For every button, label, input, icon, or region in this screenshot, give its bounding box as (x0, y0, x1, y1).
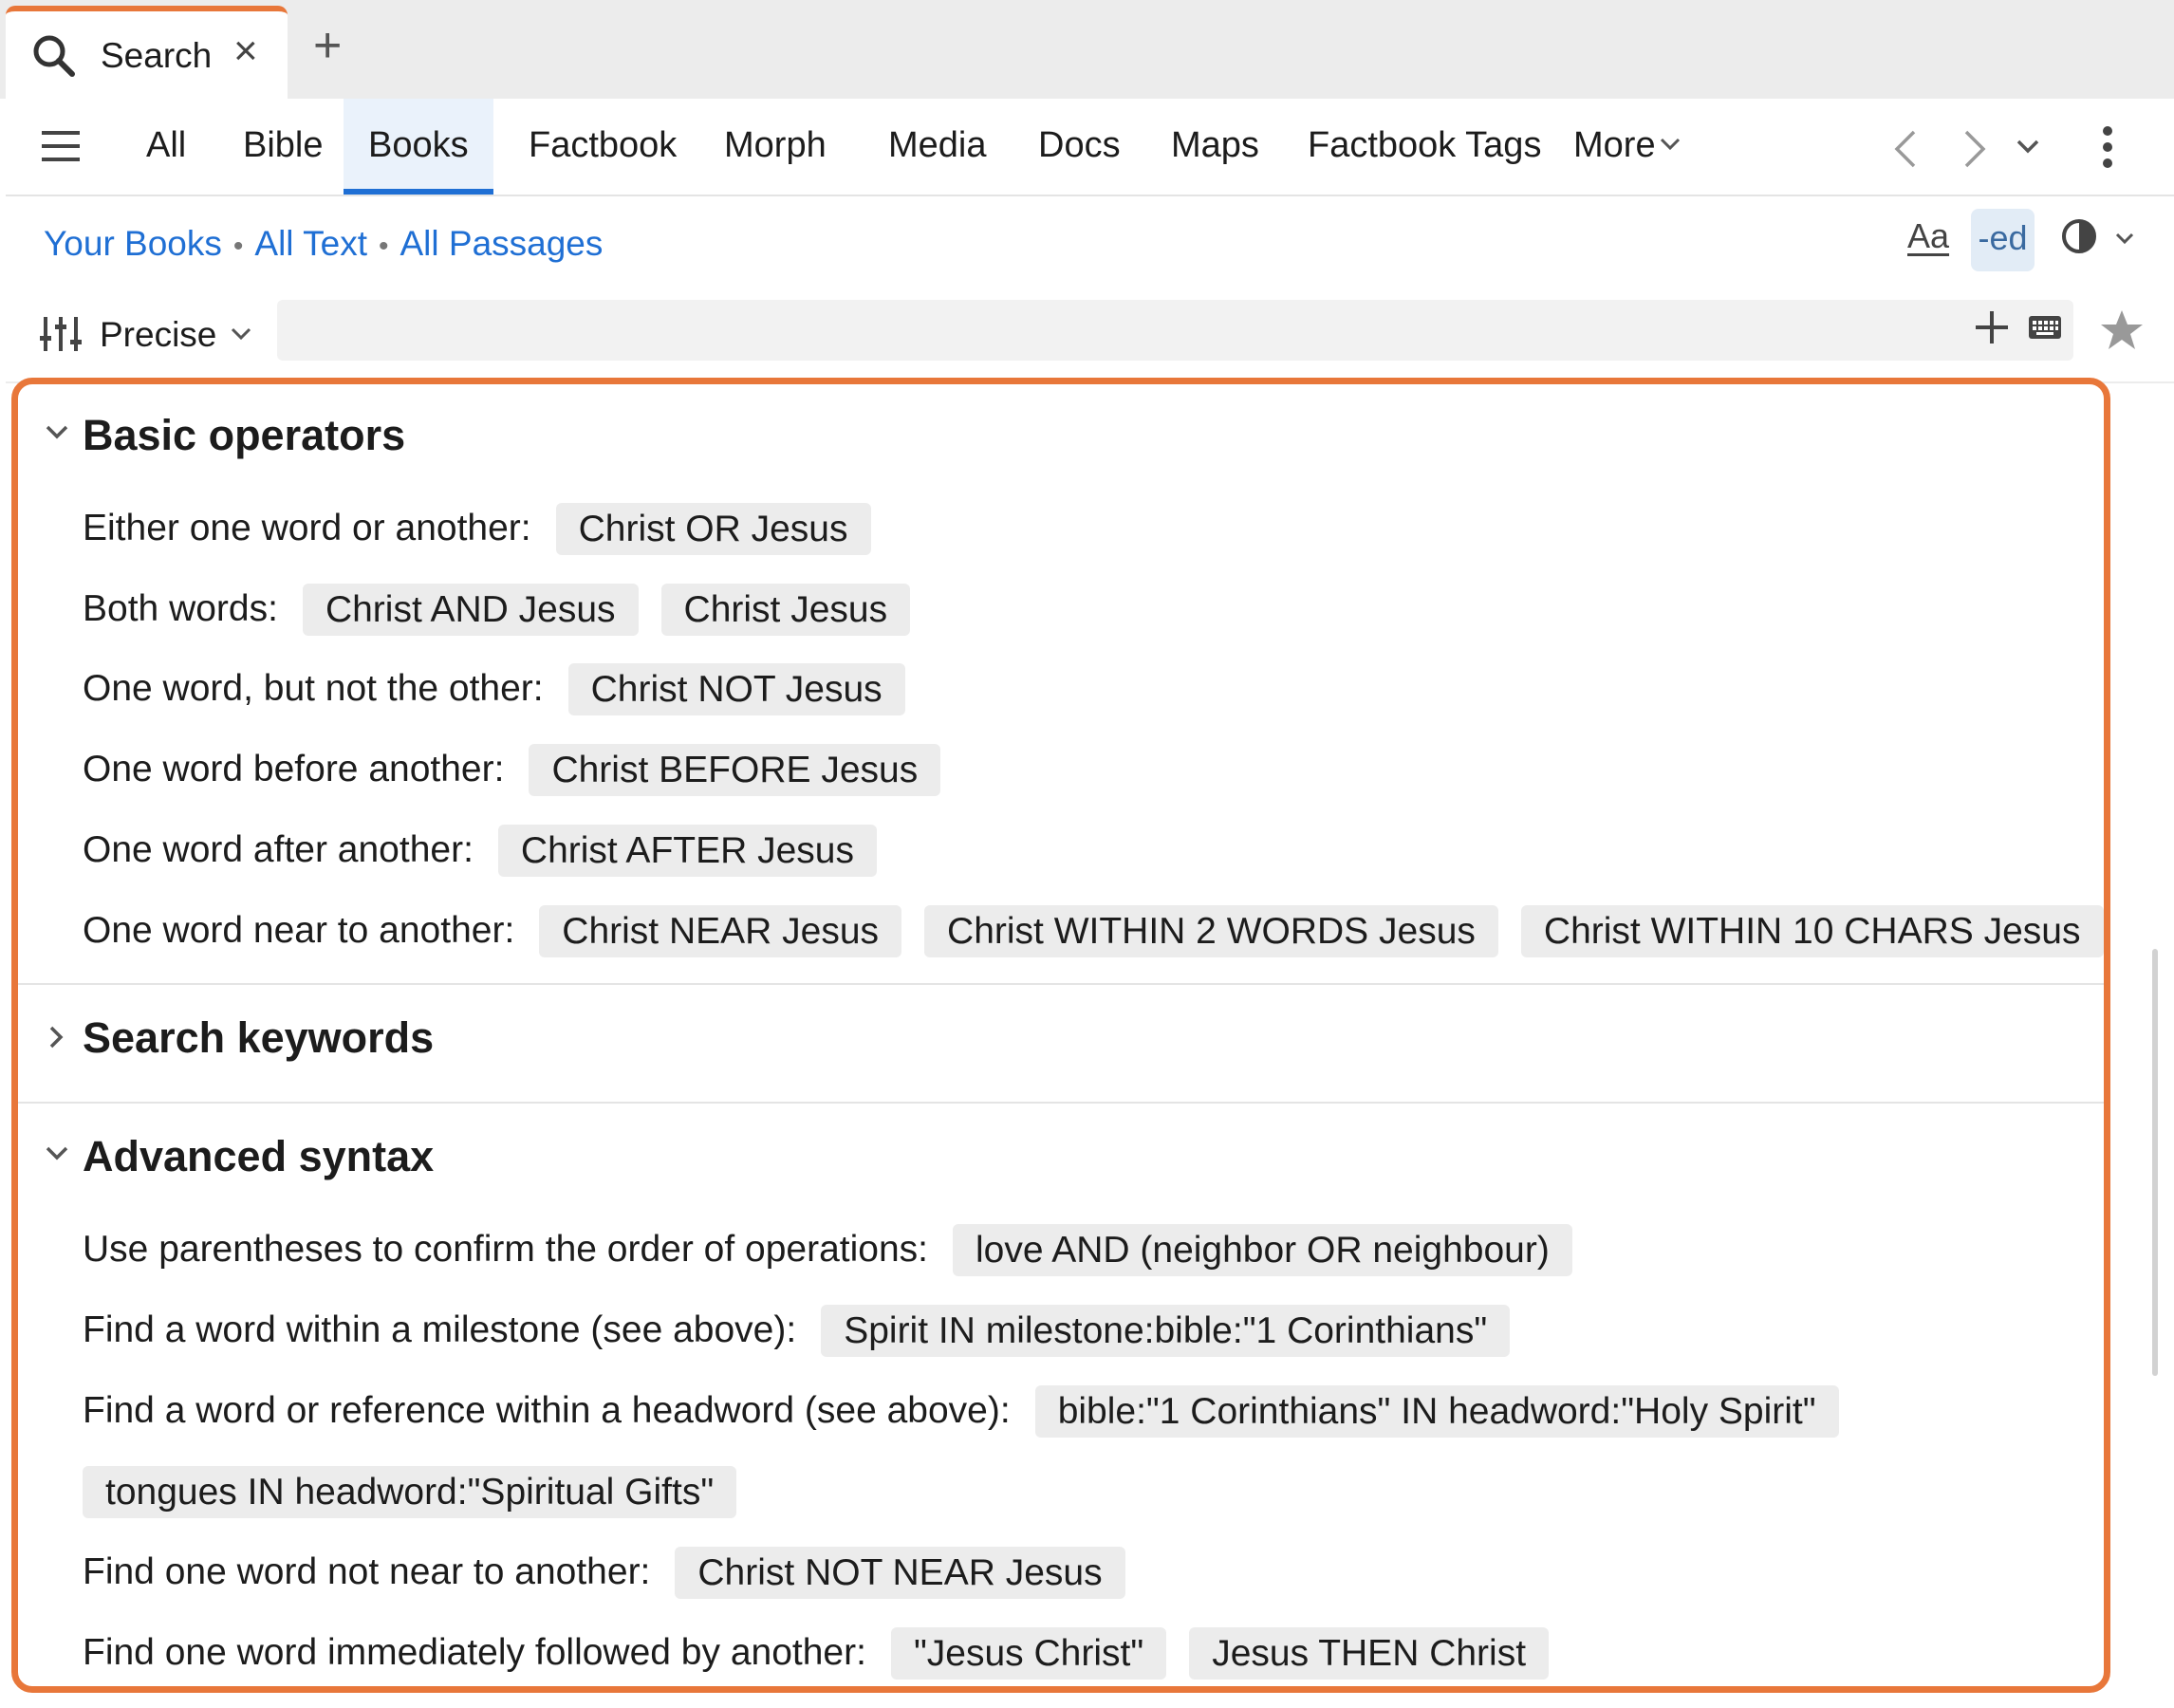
example-chip[interactable]: Christ AFTER Jesus (498, 825, 877, 877)
row-label: One word near to another: (83, 910, 515, 951)
example-chip[interactable]: Spirit IN milestone:bible:"1 Corinthians" (821, 1305, 1510, 1357)
help-row (83, 1546, 1148, 1599)
search-scope (44, 224, 603, 264)
example-chip[interactable]: Christ Jesus (661, 584, 911, 636)
chevron-down-icon[interactable] (2114, 232, 2135, 245)
search-help-panel (11, 378, 2110, 1693)
example-chip[interactable]: Jesus THEN Christ (1189, 1627, 1549, 1680)
example-chip[interactable]: Christ OR Jesus (556, 503, 871, 555)
help-row (83, 1465, 759, 1518)
row-label: One word after another: (83, 829, 474, 870)
more-options-icon[interactable] (2101, 125, 2114, 169)
tab-factbook-tags[interactable]: Factbook Tags (1308, 125, 1542, 165)
row-label: Find one word immediately followed by another: (83, 1632, 866, 1673)
tab-more[interactable]: More (1573, 125, 1656, 165)
example-chip[interactable]: Christ WITHIN 10 CHARS Jesus (1521, 905, 2104, 957)
chevron-down-icon (45, 424, 69, 441)
help-row (83, 1626, 1571, 1680)
star-icon[interactable] (2099, 308, 2145, 352)
section-title: Advanced syntax (83, 1132, 435, 1180)
example-chip[interactable]: Christ NOT NEAR Jesus (675, 1547, 1124, 1599)
tab-maps[interactable]: Maps (1171, 125, 1259, 165)
tab-morph[interactable]: Morph (724, 125, 827, 165)
scope-passages-link[interactable]: All Passages (399, 224, 604, 263)
help-row (83, 904, 2110, 957)
search-input[interactable] (277, 300, 2073, 361)
forward-arrow-icon[interactable] (1960, 128, 1989, 170)
tab-bible[interactable]: Bible (243, 125, 324, 165)
tab-factbook[interactable]: Factbook (529, 125, 678, 165)
chevron-down-icon[interactable] (1659, 137, 1682, 152)
example-chip[interactable]: tongues IN headword:"Spiritual Gifts" (83, 1466, 736, 1518)
sliders-icon[interactable] (40, 315, 82, 353)
scope-separator: • (232, 231, 244, 262)
row-label: One word, but not the other: (83, 668, 544, 709)
keyboard-icon[interactable] (2028, 315, 2062, 340)
row-label: Find a word or reference within a headword (see above): (83, 1390, 1011, 1431)
hamburger-menu-icon[interactable] (42, 127, 82, 165)
tab-label: Search (101, 36, 213, 75)
example-chip[interactable]: Christ NEAR Jesus (539, 905, 901, 957)
nav-bar (6, 99, 2174, 196)
example-chip[interactable]: Christ NOT Jesus (568, 663, 905, 715)
example-chip[interactable]: Christ WITHIN 2 WORDS Jesus (924, 905, 1498, 957)
scrollbar[interactable] (2152, 949, 2158, 1376)
search-mode-select[interactable]: Precise (100, 315, 217, 354)
tab-search[interactable] (6, 6, 288, 101)
close-icon[interactable]: × (233, 28, 258, 74)
help-row (83, 824, 900, 877)
chevron-right-icon (48, 1025, 65, 1049)
example-chip[interactable]: "Jesus Christ" (891, 1627, 1166, 1680)
example-chip[interactable]: Christ BEFORE Jesus (529, 744, 940, 796)
help-row (83, 583, 933, 636)
tab-media[interactable]: Media (888, 125, 987, 165)
plus-icon[interactable] (1974, 309, 2010, 345)
back-arrow-icon[interactable] (1891, 128, 1920, 170)
row-label: Use parentheses to confirm the order of operations: (83, 1229, 928, 1270)
help-row (83, 1384, 1862, 1438)
tab-docs[interactable]: Docs (1038, 125, 1121, 165)
example-chip[interactable]: Christ AND Jesus (303, 584, 639, 636)
scope-books-link[interactable]: Your Books (44, 224, 222, 263)
scope-separator: • (378, 231, 389, 262)
divider (18, 1102, 2110, 1104)
help-row (83, 1304, 1533, 1357)
help-row (83, 1223, 1595, 1276)
inflections-toggle-button[interactable]: -ed (1971, 209, 2035, 271)
section-title: Search keywords (83, 1013, 435, 1062)
search-icon (30, 32, 78, 80)
row-label: Find a word within a milestone (see above): (83, 1309, 797, 1350)
help-row (83, 662, 928, 715)
row-label: Find one word not near to another: (83, 1551, 651, 1592)
divider (18, 983, 2110, 985)
scope-text-link[interactable]: All Text (254, 224, 367, 263)
row-label: Both words: (83, 588, 278, 629)
chevron-down-icon[interactable] (230, 326, 252, 342)
tab-strip (0, 0, 2174, 99)
tab-all[interactable]: All (146, 125, 187, 165)
new-tab-button[interactable]: + (313, 18, 343, 73)
history-chevron-down-icon[interactable] (2016, 139, 2040, 156)
help-row (83, 502, 894, 555)
help-row (83, 743, 963, 796)
example-chip[interactable]: love AND (neighbor OR neighbour) (953, 1224, 1572, 1276)
font-size-icon[interactable]: Aa (1907, 216, 1950, 255)
chevron-down-icon (45, 1145, 69, 1162)
example-chip[interactable]: bible:"1 Corinthians" IN headword:"Holy Spirit" (1035, 1385, 1839, 1438)
tab-books[interactable]: Books (344, 99, 493, 195)
row-label: One word before another: (83, 749, 505, 789)
highlight-style-icon[interactable] (2059, 216, 2099, 256)
section-title: Basic operators (83, 411, 406, 459)
row-label: Either one word or another: (83, 508, 531, 548)
